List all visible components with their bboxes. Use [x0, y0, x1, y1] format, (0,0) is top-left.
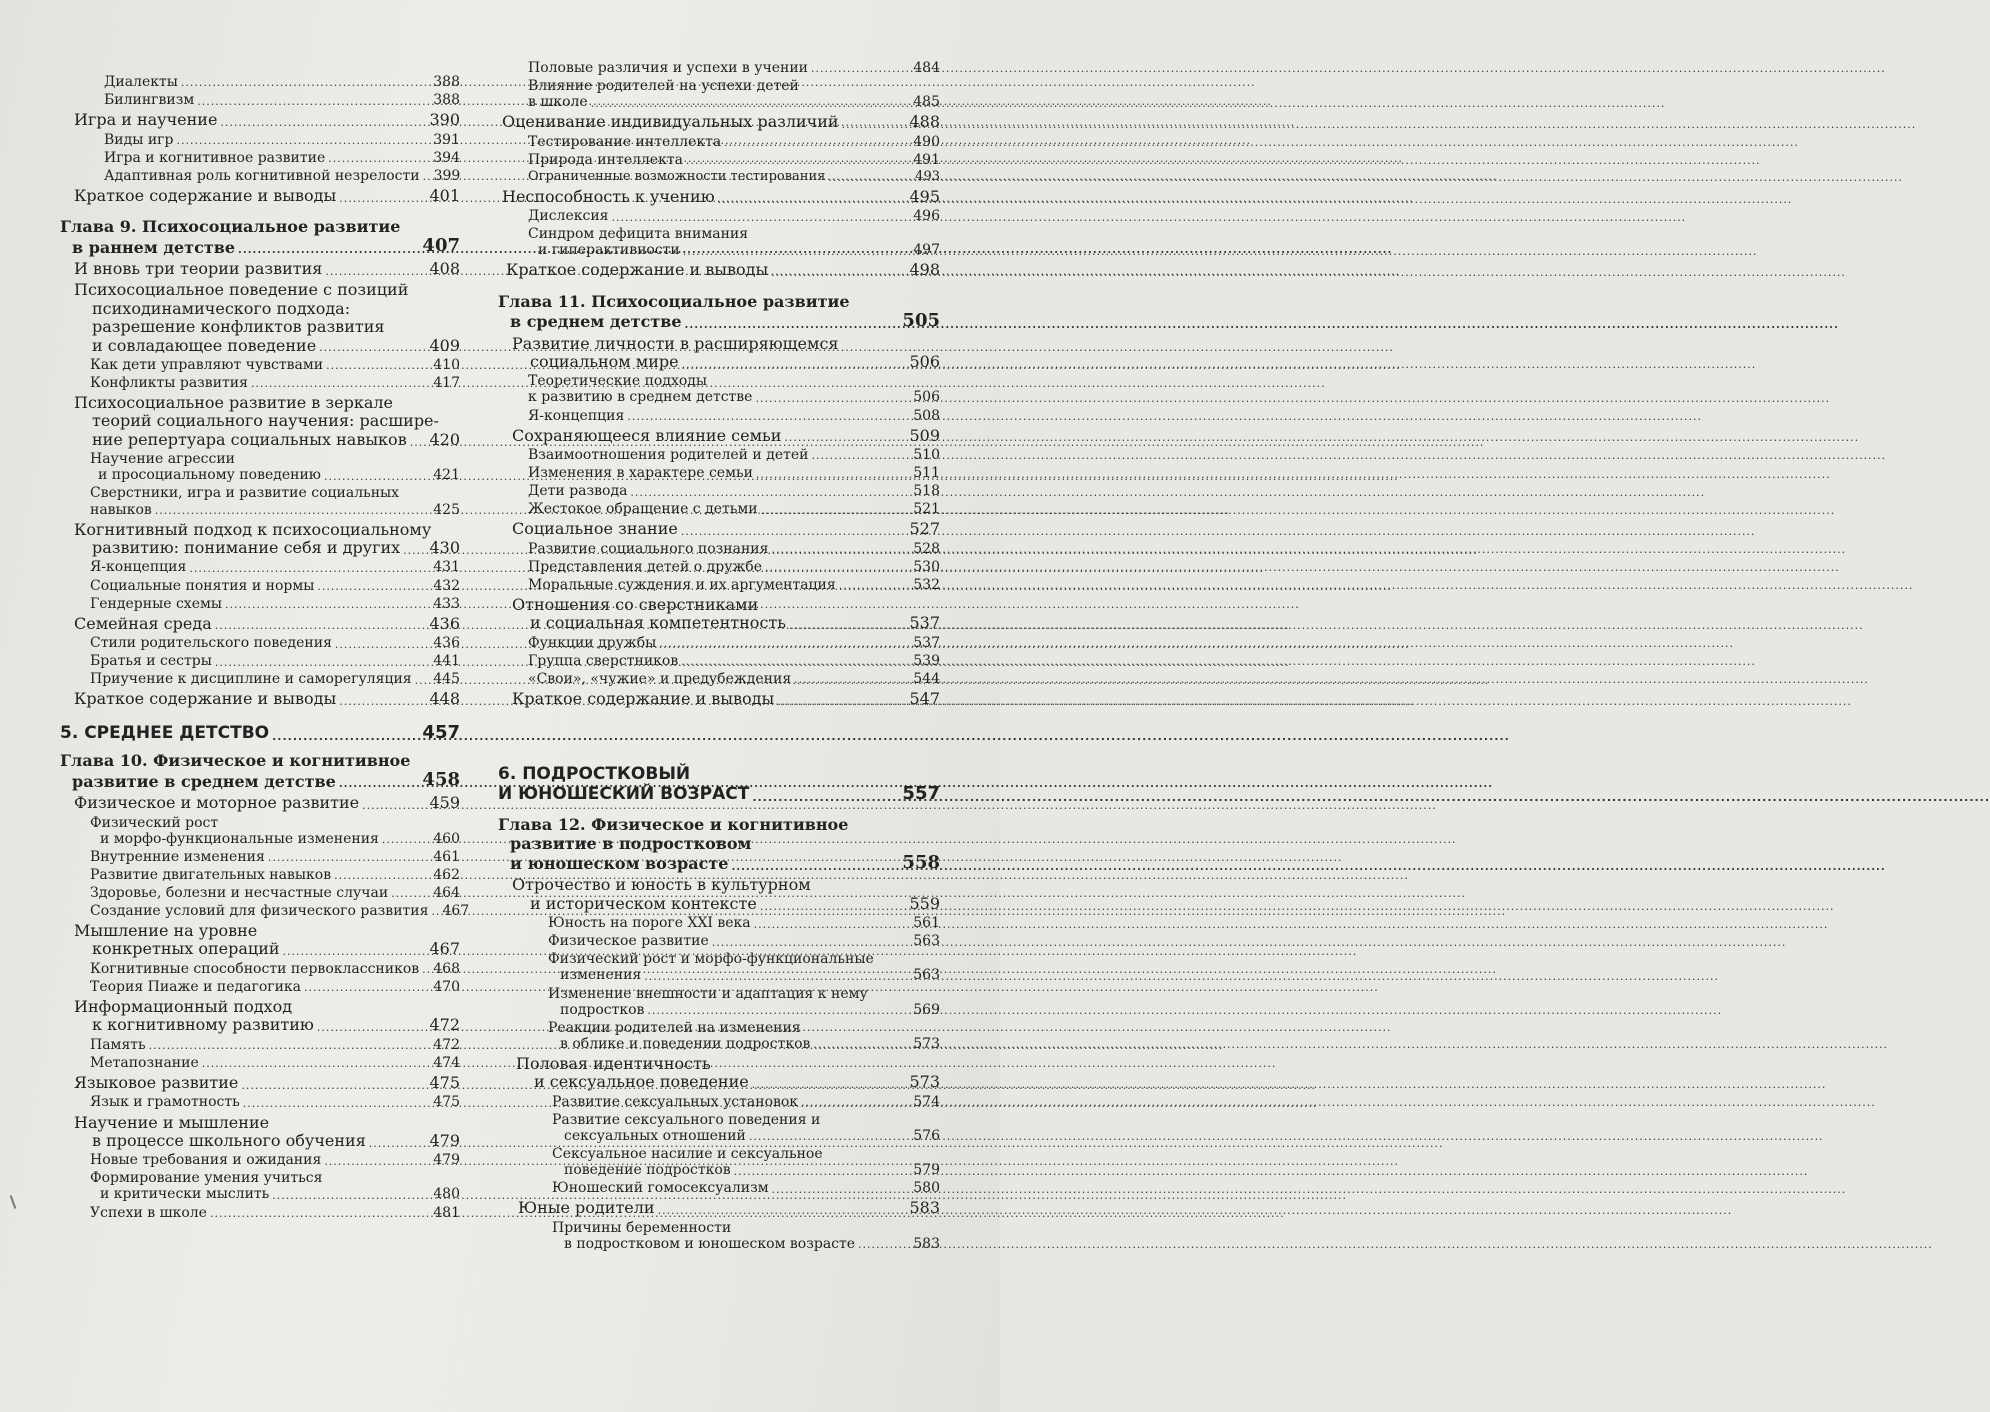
toc-entry — [60, 559, 460, 575]
entry-page: 475 — [429, 1073, 460, 1093]
entry-title: Языковое развитие — [74, 1073, 239, 1093]
chapter-title: Глава 9. Психосоциальное развитие — [60, 217, 401, 237]
toc-entry — [60, 578, 460, 594]
entry-page: 521 — [913, 501, 940, 518]
toc-entry — [498, 152, 940, 168]
entry-title: Конфликты развития — [90, 374, 248, 391]
toc-entry — [60, 1152, 460, 1168]
entry-page: 488 — [909, 112, 940, 132]
entry-title: Сверстники, игра и развитие социальных — [90, 485, 400, 502]
entry-page: 573 — [909, 1072, 940, 1092]
toc-entry — [60, 671, 460, 687]
entry-page: 459 — [429, 793, 460, 813]
entry-title: Я-концепция — [528, 407, 625, 424]
toc-entry — [498, 483, 940, 499]
entry-page: 388 — [433, 74, 460, 90]
entry-title: Как дети управляют чувствами — [90, 356, 324, 373]
entry-title: Сохраняющееся влияние семьи — [512, 425, 782, 445]
entry-title: Виды игр — [104, 131, 174, 148]
entry-page: 472 — [429, 1015, 460, 1035]
entry-page: 574 — [913, 1093, 940, 1110]
entry-title-cont: к развитию в среднем детстве — [528, 389, 753, 406]
toc-entry — [498, 596, 940, 633]
toc-entry — [60, 375, 460, 391]
entry-page: 569 — [913, 1001, 940, 1018]
entry-title: Психосоциальное поведение с позиций — [74, 280, 409, 300]
toc-entry — [498, 208, 940, 224]
entry-title: И вновь три теории развития — [74, 258, 323, 278]
entry-page: 432 — [433, 577, 460, 594]
entry-title: Физическое и моторное развитие — [74, 793, 360, 813]
entry-title-cont: в облике и поведении подростков — [560, 1035, 811, 1052]
toc-entry — [60, 902, 470, 919]
part-page: 457 — [422, 721, 460, 743]
toc-entry — [498, 60, 940, 76]
entry-title: Формирование умения учиться — [90, 1170, 323, 1187]
toc-entry — [60, 922, 460, 959]
toc-entry — [60, 690, 460, 708]
entry-title-cont: ние репертуара социальных навыков — [92, 429, 407, 449]
part-title: 5. СРЕДНЕЕ ДЕТСТВО — [60, 722, 270, 743]
left-column — [60, 72, 470, 1221]
entry-title-cont: и совладающее поведение — [92, 335, 317, 355]
entry-title: Успехи в школе — [90, 1204, 207, 1221]
toc-entry — [498, 915, 940, 931]
entry-title: Приучение к дисциплине и саморегуляция — [90, 671, 412, 688]
entry-title: Язык и грамотность — [90, 1094, 240, 1111]
toc-entry — [498, 1180, 940, 1196]
entry-title-cont: в подростковом и юношеском возрасте — [564, 1235, 856, 1252]
entry-title: Реакции родителей на изменения — [548, 1019, 801, 1036]
entry-title: Физический рост и морфо-функциональные — [548, 951, 874, 968]
toc-entry — [498, 541, 940, 557]
toc-entry — [498, 671, 940, 687]
entry-title: Развитие сексуального поведения и — [552, 1111, 821, 1128]
entry-title-cont: теорий социального научения: расшире- — [92, 411, 439, 431]
entry-page: 481 — [433, 1204, 460, 1221]
entry-page: 563 — [913, 933, 940, 950]
toc-entry — [60, 111, 460, 129]
entry-title-cont: психодинамического подхода: — [92, 298, 351, 318]
entry-page: 420 — [429, 429, 460, 449]
toc-entry — [498, 261, 940, 279]
toc-entry — [60, 357, 460, 373]
chapter-subtitle: развитие в среднем детстве — [72, 771, 336, 791]
toc-entry — [498, 226, 940, 258]
chapter-subtitle: развитие в подростковом — [510, 833, 752, 853]
entry-title: Развитие социального познания — [528, 540, 769, 557]
toc-entry — [498, 876, 940, 913]
entry-title: Дислексия — [528, 208, 609, 225]
toc-entry — [498, 1199, 940, 1217]
entry-title: Представления детей о дружбе — [528, 558, 763, 575]
entry-page: 409 — [429, 335, 460, 355]
entry-title: Социальное знание — [512, 519, 678, 539]
entry-page: 509 — [909, 425, 940, 445]
toc-entry — [60, 150, 460, 166]
entry-title: Природа интеллекта — [528, 151, 683, 168]
entry-page: 470 — [433, 978, 460, 995]
entry-title: Физическое развитие — [548, 933, 709, 950]
chapter-title: Глава 11. Психосоциальное развитие — [498, 291, 850, 311]
toc-entry — [498, 1146, 940, 1178]
entry-title: Информационный подход — [74, 997, 293, 1017]
toc-entry — [498, 408, 940, 424]
toc-entry — [60, 1037, 460, 1053]
chapter-subtitle: в среднем детстве — [510, 312, 682, 332]
entry-page: 506 — [909, 351, 940, 371]
entry-title: Внутренние изменения — [90, 848, 265, 865]
entry-title: «Свои», «чужие» и предубеждения — [528, 671, 792, 688]
entry-title-cont: и историческом контексте — [530, 893, 757, 913]
entry-page: 401 — [429, 185, 460, 205]
entry-title-cont: изменения — [560, 967, 642, 984]
entry-page: 410 — [433, 356, 460, 373]
toc-entry — [498, 559, 940, 575]
entry-page: 484 — [913, 60, 940, 76]
entry-title: Адаптивная роль когнитивной незрелости — [104, 167, 420, 184]
entry-page: 479 — [429, 1130, 460, 1150]
toc-entry — [498, 373, 940, 405]
toc-entry — [498, 447, 940, 463]
entry-title: Когнитивный подход к психосоциальному — [74, 519, 432, 539]
entry-page: 391 — [433, 131, 460, 148]
right-column-lower — [498, 764, 940, 1252]
toc-entry — [60, 74, 460, 90]
entry-title: Научение и мышление — [74, 1112, 270, 1132]
chapter-title: Глава 12. Физическое и когнитивное — [498, 814, 849, 834]
entry-page: 472 — [433, 1036, 460, 1053]
entry-title: Изменение внешности и адаптация к нему — [548, 985, 868, 1002]
entry-title: Стили родительского поведения — [90, 635, 332, 652]
toc-entry — [498, 188, 940, 206]
entry-page: 421 — [433, 467, 460, 484]
entry-page: 461 — [433, 848, 460, 865]
entry-title-cont: и критически мыслить — [100, 1186, 270, 1203]
toc-entry — [60, 998, 460, 1035]
part-5-heading — [60, 723, 460, 744]
toc-entry — [498, 933, 940, 949]
chapter-11-heading — [498, 292, 940, 332]
part-title-cont: И ЮНОШЕСКИЙ ВОЗРАСТ — [498, 784, 750, 805]
part-page: 557 — [902, 783, 940, 804]
entry-page: 399 — [433, 167, 461, 184]
toc-entry — [60, 1114, 460, 1151]
toc-entry — [60, 132, 460, 148]
entry-title: Сексуальное насилие и сексуальное — [552, 1145, 823, 1162]
entry-title-cont: в процессе школьного обучения — [92, 1130, 366, 1150]
entry-title: Когнитивные способности первоклассников — [90, 960, 420, 977]
entry-title: Мышление на уровне — [74, 921, 258, 941]
entry-title: Функции дружбы — [528, 634, 657, 651]
toc-entry — [60, 849, 460, 865]
entry-page: 480 — [433, 1186, 460, 1203]
entry-page: 464 — [433, 884, 460, 901]
entry-title: Неспособность к учению — [502, 186, 715, 206]
entry-title: Диалекты — [104, 74, 178, 90]
toc-entry — [60, 281, 460, 355]
toc-entry — [60, 485, 460, 517]
toc-entry — [60, 1055, 460, 1071]
toc-entry — [498, 501, 940, 517]
toc-entry — [60, 867, 460, 883]
part-title: 6. ПОДРОСТКОВЫЙ — [498, 764, 691, 784]
entry-title: Юность на пороге XXI века — [548, 915, 751, 932]
entry-title: Психосоциальное развитие в зеркале — [74, 393, 393, 413]
entry-title-cont: развитию: понимание себя и других — [92, 538, 401, 558]
toc-entry — [60, 596, 460, 612]
entry-page: 390 — [429, 110, 460, 130]
entry-title: Изменения в характере семьи — [528, 465, 753, 482]
entry-title: Юношеский гомосексуализм — [552, 1180, 769, 1197]
chapter-page: 505 — [902, 309, 940, 331]
toc-entry — [60, 521, 460, 558]
entry-title: Тестирование интеллекта — [528, 133, 722, 150]
entry-title: Физический рост — [90, 814, 219, 831]
entry-title: Краткое содержание и выводы — [506, 260, 769, 280]
entry-title-cont: и морфо-функциональные изменения — [100, 830, 379, 847]
entry-page: 479 — [433, 1152, 460, 1169]
entry-title: Причины беременности — [552, 1219, 732, 1236]
entry-page: 561 — [913, 915, 940, 932]
chapter-9-heading — [60, 217, 460, 257]
entry-title: Развитие личности в расширяющемся — [512, 333, 839, 353]
part-6-heading — [498, 764, 940, 805]
entry-title: Жестокое обращение с детьми — [528, 501, 758, 518]
toc-entry — [60, 187, 460, 205]
toc-entry — [60, 794, 460, 812]
entry-page: 467 — [429, 939, 460, 959]
toc-entry — [498, 113, 940, 131]
entry-page: 408 — [429, 258, 460, 278]
entry-title: Игра и научение — [74, 110, 218, 130]
entry-title: Отрочество и юность в культурном — [512, 875, 811, 895]
entry-title: Половая идентичность — [516, 1053, 711, 1073]
entry-page: 498 — [909, 260, 940, 280]
entry-title: Социальные понятия и нормы — [90, 577, 315, 594]
entry-page: 511 — [913, 465, 940, 482]
entry-title-cont: и просоциальному поведению — [98, 467, 321, 484]
entry-title: Новые требования и ожидания — [90, 1152, 322, 1169]
toc-entry — [498, 1094, 940, 1110]
toc-entry — [498, 690, 940, 708]
entry-page: 462 — [433, 866, 460, 883]
toc-entry — [60, 615, 460, 633]
toc-entry — [60, 394, 460, 449]
entry-page: 532 — [913, 576, 940, 593]
entry-title: Метапознание — [90, 1054, 199, 1071]
entry-title: Группа сверстников — [528, 652, 679, 669]
toc-entry — [60, 168, 460, 184]
entry-page: 583 — [913, 1235, 940, 1252]
entry-title: Краткое содержание и выводы — [74, 185, 337, 205]
entry-page: 530 — [913, 558, 940, 575]
toc-entry — [60, 979, 460, 995]
entry-title: Игра и когнитивное развитие — [104, 149, 326, 166]
entry-page: 474 — [433, 1054, 460, 1071]
toc-entry — [60, 653, 460, 669]
entry-title: Братья и сестры — [90, 653, 212, 670]
toc-entry — [498, 577, 940, 593]
entry-page: 573 — [913, 1035, 940, 1052]
entry-page: 583 — [909, 1198, 940, 1218]
chapter-12-heading — [498, 815, 940, 874]
chapter-page: 458 — [422, 769, 460, 791]
entry-title: Половые различия и успехи в учении — [528, 60, 809, 76]
toc-entry — [60, 635, 460, 651]
entry-title: Оценивание индивидуальных различий — [502, 112, 839, 132]
entry-title: Синдром дефицита внимания — [528, 226, 749, 243]
entry-page: 436 — [433, 635, 460, 652]
entry-page: 547 — [909, 689, 940, 709]
toc-entry — [60, 92, 460, 108]
toc-entry — [60, 1074, 460, 1092]
entry-title-cont: разрешение конфликтов развития — [92, 317, 385, 337]
entry-page: 508 — [913, 407, 940, 424]
entry-page: 559 — [909, 893, 940, 913]
toc-entry — [60, 1205, 460, 1221]
entry-title: Теоретические подходы — [528, 373, 708, 390]
entry-page: 580 — [913, 1180, 940, 1197]
toc-entry — [498, 1020, 940, 1052]
entry-title-cont: социальном мире — [530, 351, 679, 371]
entry-title-cont: и сексуальное поведение — [534, 1072, 749, 1092]
entry-title: Память — [90, 1036, 146, 1053]
chapter-subtitle: в раннем детстве — [72, 237, 236, 257]
entry-title-cont: в школе — [528, 94, 588, 111]
toc-entry — [60, 260, 460, 278]
chapter-page: 407 — [422, 235, 460, 257]
entry-page: 537 — [913, 634, 940, 651]
entry-page: 441 — [433, 653, 460, 670]
entry-page: 539 — [913, 652, 940, 669]
entry-page: 475 — [433, 1094, 460, 1111]
entry-page: 467 — [442, 902, 470, 919]
entry-page: 388 — [433, 92, 460, 109]
toc-entry — [498, 986, 940, 1018]
entry-page: 445 — [433, 671, 460, 688]
entry-title-cont: поведение подростков — [564, 1162, 731, 1179]
pencil-mark — [10, 1195, 17, 1209]
toc-entry — [60, 961, 460, 977]
entry-title: Научение агрессии — [90, 451, 236, 468]
entry-page: 430 — [429, 538, 460, 558]
entry-title: Дети развода — [528, 483, 628, 500]
toc-entry — [498, 653, 940, 669]
entry-title-cont: конкретных операций — [92, 939, 280, 959]
entry-page: 527 — [909, 519, 940, 539]
toc-entry — [498, 78, 940, 110]
entry-page: 394 — [433, 149, 460, 166]
entry-title: Билингвизм — [104, 92, 195, 109]
entry-page: 576 — [913, 1127, 940, 1144]
toc-entry — [498, 427, 940, 445]
chapter-subtitle-cont: и юношеском возрасте — [510, 853, 729, 873]
entry-page: 436 — [429, 613, 460, 633]
toc-entry — [498, 1055, 940, 1092]
entry-title: Краткое содержание и выводы — [74, 689, 337, 709]
entry-title-cont: и гиперактивности — [538, 242, 680, 259]
entry-page: 417 — [433, 374, 460, 391]
entry-title: Юные родители — [518, 1198, 655, 1218]
toc-entry — [60, 1170, 460, 1202]
right-column — [498, 58, 940, 709]
entry-page: 537 — [909, 613, 940, 633]
entry-title: Развитие двигательных навыков — [90, 866, 332, 883]
entry-page: 510 — [913, 447, 940, 463]
entry-page: 506 — [913, 389, 940, 406]
toc-entry — [498, 335, 940, 372]
entry-title-cont: подростков — [560, 1001, 645, 1018]
entry-page: 485 — [913, 94, 940, 111]
toc-entry — [60, 815, 460, 847]
entry-page: 425 — [433, 501, 460, 518]
entry-page: 579 — [913, 1162, 940, 1179]
entry-page: 528 — [913, 540, 940, 557]
entry-title-cont: навыков — [90, 501, 152, 518]
entry-page: 518 — [913, 483, 940, 500]
entry-page: 448 — [429, 689, 460, 709]
toc-entry — [498, 1112, 940, 1144]
chapter-title: Глава 10. Физическое и когнитивное — [60, 751, 411, 771]
entry-title-cont: сексуальных отношений — [564, 1127, 746, 1144]
entry-page: 433 — [433, 595, 460, 612]
toc-entry — [498, 520, 940, 538]
entry-title-cont: к когнитивному развитию — [92, 1015, 314, 1035]
entry-title: Семейная среда — [74, 613, 212, 633]
entry-page: 491 — [913, 151, 940, 168]
toc-entry — [60, 885, 460, 901]
entry-page: 495 — [909, 186, 940, 206]
entry-title-cont: и социальная компетентность — [530, 613, 786, 633]
entry-page: 563 — [913, 967, 940, 984]
entry-page: 431 — [433, 559, 460, 576]
toc-entry — [498, 134, 940, 150]
entry-title: Отношения со сверстниками — [512, 595, 759, 615]
entry-page: 490 — [913, 133, 940, 150]
entry-title: Создание условий для физического развития — [90, 902, 429, 919]
entry-page: 497 — [913, 242, 940, 259]
chapter-10-heading — [60, 751, 460, 791]
entry-title: Влияние родителей на успехи детей — [528, 78, 799, 95]
entry-title: Моральные суждения и их аргументация — [528, 576, 836, 593]
entry-title: Взаимоотношения родителей и детей — [528, 447, 809, 463]
entry-title: Я-концепция — [90, 559, 187, 576]
toc-entry — [498, 635, 940, 651]
toc-entry — [498, 951, 940, 983]
entry-title: Гендерные схемы — [90, 595, 223, 612]
chapter-page: 558 — [902, 851, 940, 873]
entry-title: Здоровье, болезни и несчастные случаи — [90, 884, 389, 901]
entry-page: 460 — [433, 830, 460, 847]
entry-title: Краткое содержание и выводы — [512, 689, 775, 709]
toc-entry — [60, 1094, 460, 1110]
toc-entry — [498, 1220, 940, 1252]
entry-page: 468 — [433, 960, 460, 977]
toc-entry — [60, 451, 460, 483]
entry-title: Развитие сексуальных установок — [552, 1093, 799, 1110]
toc-entry — [498, 170, 940, 185]
entry-page: 493 — [915, 168, 940, 184]
entry-title: Теория Пиаже и педагогика — [90, 978, 302, 995]
entry-title: Ограниченные возможности тестирования — [528, 168, 826, 184]
toc-entry — [498, 465, 940, 481]
entry-page: 496 — [913, 208, 940, 225]
entry-page: 544 — [913, 671, 940, 688]
